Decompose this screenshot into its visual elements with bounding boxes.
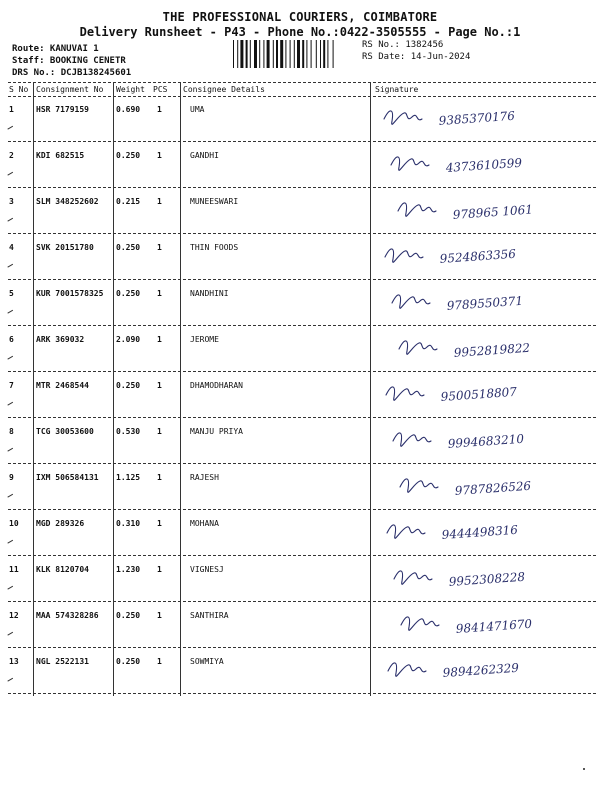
signature-scribble [391, 157, 429, 170]
row-check-mark [7, 172, 14, 178]
barcode-bar [320, 40, 321, 68]
col-header-consignment: Consignment No [36, 85, 104, 94]
table-top-rule [8, 82, 596, 83]
row-sno: 6 [9, 335, 14, 344]
handwritten-signature [372, 189, 592, 233]
row-pcs: 1 [157, 381, 162, 390]
barcode-bar [250, 40, 251, 68]
row-consignment-no: TCG 30053600 [36, 427, 94, 436]
row-check-mark [7, 448, 14, 454]
rs-number: RS No.: 1382456 [362, 40, 444, 50]
signature-phone: 9841471670 [455, 616, 533, 636]
signature-phone: 9789550371 [446, 293, 524, 313]
row-consignee: RAJESH [190, 473, 219, 482]
row-weight: 0.250 [116, 381, 141, 390]
row-pcs: 1 [157, 565, 162, 574]
row-consignment-no: KDI 682515 [36, 151, 85, 160]
signature-scribble [398, 203, 436, 216]
row-weight: 1.125 [116, 473, 141, 482]
row-consignee: VIGNESJ [190, 565, 224, 574]
barcode-bar [311, 40, 312, 68]
row-check-mark [7, 264, 14, 270]
barcode-bar [246, 40, 248, 68]
row-check-mark [7, 310, 14, 316]
row-sno: 9 [9, 473, 14, 482]
handwritten-signature [372, 557, 592, 601]
signature-scribble [394, 571, 432, 584]
row-weight: 0.310 [116, 519, 141, 528]
handwritten-signature [372, 603, 592, 647]
col-header-signature: Signature [375, 85, 419, 94]
row-consignment-no: KUR 7001578325 [36, 289, 104, 298]
row-consignment-no: MAA 574328286 [36, 611, 99, 620]
row-consignee: SANTHIRA [190, 611, 229, 620]
barcode-bar [323, 40, 325, 68]
row-sno: 10 [9, 519, 19, 528]
row-weight: 1.230 [116, 565, 141, 574]
row-separator [8, 187, 596, 188]
handwritten-signature [372, 465, 592, 509]
row-weight: 0.250 [116, 151, 141, 160]
row-pcs: 1 [157, 289, 162, 298]
handwritten-signature [372, 235, 592, 279]
row-sno: 3 [9, 197, 14, 206]
row-separator [8, 233, 596, 234]
row-check-mark [7, 586, 14, 592]
row-separator [8, 371, 596, 372]
row-separator [8, 555, 596, 556]
barcode-bar [306, 40, 307, 68]
barcode-bar [276, 40, 278, 68]
row-weight: 0.250 [116, 289, 141, 298]
row-sno: 7 [9, 381, 14, 390]
row-pcs: 1 [157, 611, 162, 620]
signature-phone: 9894262329 [442, 660, 520, 680]
signature-scribble [399, 341, 437, 354]
row-check-mark [7, 126, 14, 132]
row-sno: 13 [9, 657, 19, 666]
row-sno: 2 [9, 151, 14, 160]
row-pcs: 1 [157, 657, 162, 666]
row-weight: 0.250 [116, 657, 141, 666]
row-pcs: 1 [157, 197, 162, 206]
handwritten-signature [372, 419, 592, 463]
row-consignment-no: MTR 2468544 [36, 381, 89, 390]
signature-phone: 9787826526 [454, 478, 532, 498]
row-consignment-no: HSR 7179159 [36, 105, 89, 114]
signature-phone: 4373610599 [445, 155, 523, 175]
row-pcs: 1 [157, 335, 162, 344]
col-header-pcs: PCS [153, 85, 168, 94]
barcode-image [232, 40, 357, 68]
staff-label: Staff: BOOKING CENETR [12, 56, 126, 66]
row-consignee: MUNEESWARI [190, 197, 239, 206]
barcode-bar [237, 40, 238, 68]
barcode-bar [233, 40, 234, 68]
row-separator [8, 463, 596, 464]
drs-number: DRS No.: DCJB138245601 [12, 68, 132, 78]
row-check-mark [7, 494, 14, 500]
row-separator [8, 417, 596, 418]
col-divider [180, 82, 181, 696]
row-consignee: MOHANA [190, 519, 219, 528]
barcode-bar [297, 40, 300, 68]
row-consignment-no: MGD 289326 [36, 519, 85, 528]
row-consignment-no: SVK 20151780 [36, 243, 94, 252]
barcode-bar [267, 40, 270, 68]
row-sno: 1 [9, 105, 14, 114]
row-pcs: 1 [157, 427, 162, 436]
row-check-mark [7, 218, 14, 224]
row-weight: 0.250 [116, 611, 141, 620]
signature-scribble [388, 663, 426, 676]
row-consignee: MANJU PRIYA [190, 427, 243, 436]
signature-phone: 9444498316 [441, 522, 519, 542]
barcode-bar [333, 40, 334, 68]
barcode-bar [263, 40, 264, 68]
row-consignment-no: SLM 348252602 [36, 197, 99, 206]
col-divider [113, 82, 114, 696]
signature-scribble [392, 295, 430, 308]
row-pcs: 1 [157, 151, 162, 160]
row-consignee: GANDHI [190, 151, 219, 160]
signature-scribble [386, 387, 424, 400]
barcode-bar [302, 40, 304, 68]
handwritten-signature [372, 143, 592, 187]
signature-scribble [387, 525, 425, 538]
row-separator [8, 325, 596, 326]
row-separator [8, 509, 596, 510]
row-pcs: 1 [157, 473, 162, 482]
barcode-bar [327, 40, 328, 68]
rs-date: RS Date: 14-Jun-2024 [362, 52, 471, 62]
row-separator [8, 647, 596, 648]
row-weight: 2.090 [116, 335, 141, 344]
barcode-bar [273, 40, 274, 68]
row-consignee: SOWMIYA [190, 657, 224, 666]
col-header-weight: Weight [116, 85, 145, 94]
row-check-mark [7, 632, 14, 638]
row-separator [8, 601, 596, 602]
row-separator [8, 141, 596, 142]
signature-phone: 9524863356 [439, 246, 517, 266]
col-divider [370, 82, 371, 696]
row-consignment-no: ARK 369032 [36, 335, 85, 344]
signature-scribble [401, 617, 439, 630]
signature-phone: 9500518807 [440, 384, 518, 404]
barcode-bar [285, 40, 286, 68]
row-separator [8, 279, 596, 280]
row-pcs: 1 [157, 105, 162, 114]
barcode-bar [280, 40, 283, 68]
barcode-bar [294, 40, 295, 68]
signature-scribble [385, 249, 423, 262]
row-check-mark [7, 678, 14, 684]
row-check-mark [7, 402, 14, 408]
row-weight: 0.530 [116, 427, 141, 436]
col-header-consignee: Consignee Details [183, 85, 265, 94]
row-sno: 8 [9, 427, 14, 436]
signature-phone: 978965 1061 [452, 202, 534, 222]
barcode-bar [290, 40, 291, 68]
signature-scribble [384, 111, 422, 124]
row-weight: 0.250 [116, 243, 141, 252]
route-label: Route: KANUVAI 1 [12, 44, 99, 54]
barcode-bar [254, 40, 257, 68]
signature-phone: 9952819822 [453, 340, 531, 360]
row-consignment-no: KLK 8120704 [36, 565, 89, 574]
handwritten-signature [372, 511, 592, 555]
runsheet-subtitle: Delivery Runsheet - P43 - Phone No.:0422-3505555 - Page No.:1 [79, 25, 521, 39]
row-consignee: DHAMODHARAN [190, 381, 243, 390]
row-sno: 4 [9, 243, 14, 252]
handwritten-signature [372, 97, 592, 141]
handwritten-signature [372, 327, 592, 371]
row-sno: 11 [9, 565, 19, 574]
handwritten-signature [372, 373, 592, 417]
signature-scribble [400, 479, 438, 492]
row-check-mark [7, 540, 14, 546]
row-check-mark [7, 356, 14, 362]
signature-phone: 9385370176 [438, 108, 516, 128]
row-pcs: 1 [157, 519, 162, 528]
row-consignment-no: NGL 2522131 [36, 657, 89, 666]
signature-phone: 9994683210 [447, 431, 525, 451]
signature-phone: 9952308228 [448, 569, 526, 589]
col-divider [33, 82, 34, 696]
row-sno: 5 [9, 289, 14, 298]
handwritten-signature [372, 649, 592, 693]
barcode-bar [316, 40, 317, 68]
row-separator [8, 693, 596, 694]
scan-speck [583, 768, 585, 770]
row-pcs: 1 [157, 243, 162, 252]
row-consignee: UMA [190, 105, 205, 114]
row-weight: 0.690 [116, 105, 141, 114]
col-header-sno: S No [9, 85, 29, 94]
handwritten-signature [372, 281, 592, 325]
row-consignee: NANDHINI [190, 289, 229, 298]
row-consignment-no: IXM 506584131 [36, 473, 99, 482]
row-sno: 12 [9, 611, 19, 620]
row-consignee: THIN FOODS [190, 243, 239, 252]
signature-scribble [393, 433, 431, 446]
company-title: THE PROFESSIONAL COURIERS, COIMBATORE [162, 10, 438, 24]
row-consignee: JEROME [190, 335, 219, 344]
row-weight: 0.215 [116, 197, 141, 206]
barcode-bar [240, 40, 243, 68]
barcode-bar [259, 40, 260, 68]
